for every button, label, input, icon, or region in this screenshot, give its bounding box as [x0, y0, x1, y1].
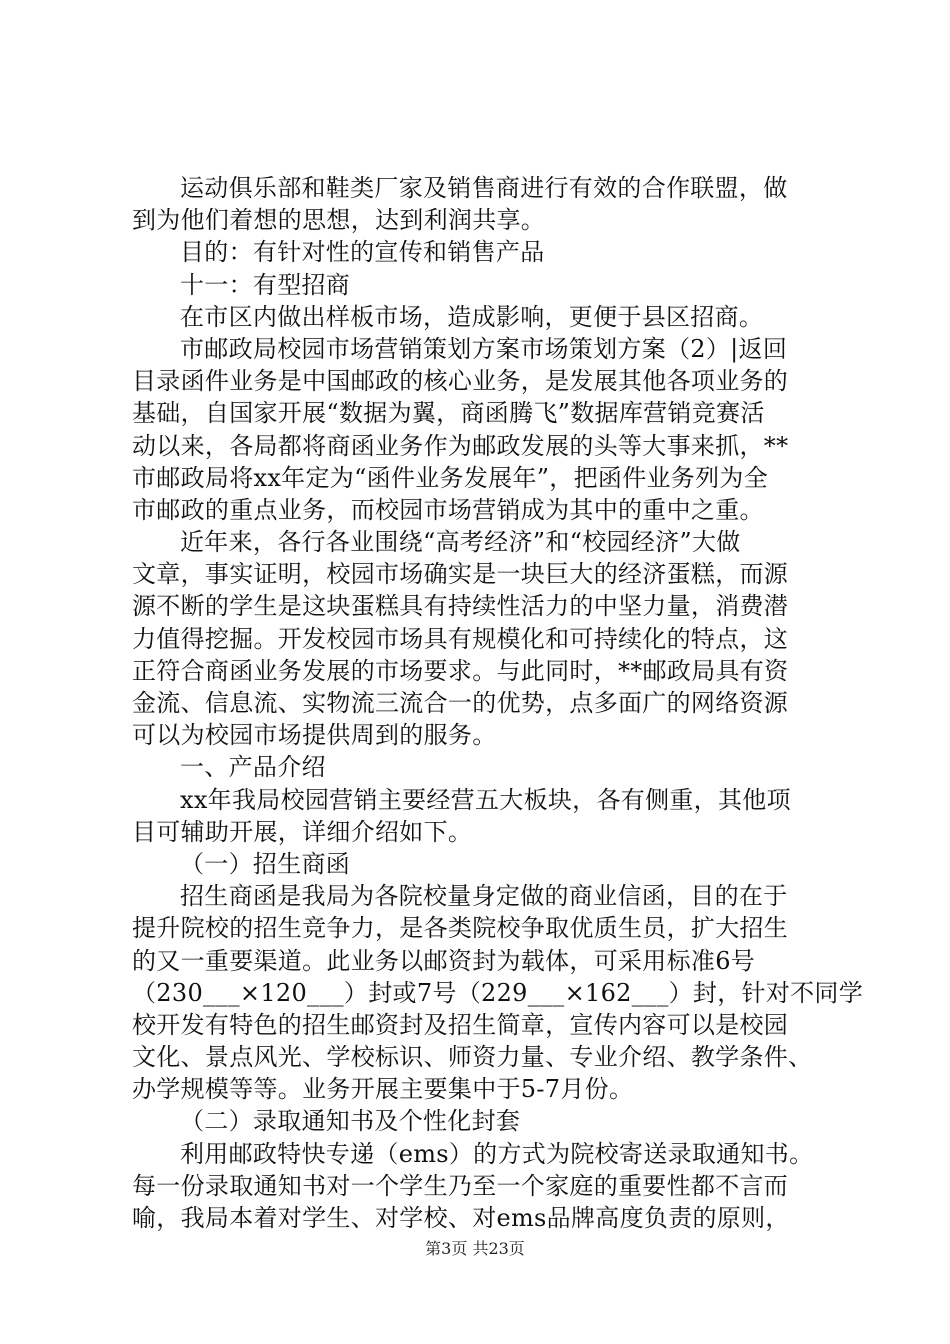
text-line: 目的：有针对性的宣传和销售产品 [180, 238, 545, 267]
text-line: 正符合商函业务发展的市场要求。与此同时，**邮政局具有资 [132, 656, 789, 685]
text-line: 提升院校的招生竞争力，是各类院校争取优质生员，扩大招生 [132, 914, 789, 943]
text-line: 办学规模等等。业务开展主要集中于5-7月份。 [132, 1075, 634, 1104]
subsection-heading: （一）招生商函 [180, 849, 351, 878]
text-line: 近年来，各行各业围绕“高考经济”和“校园经济”大做 [180, 528, 741, 557]
text-line: 利用邮政特快专递（ems）的方式为院校寄送录取通知书。 [180, 1139, 814, 1168]
subsection-heading: （二）录取通知书及个性化封套 [180, 1107, 521, 1136]
text-line: 到为他们着想的思想，达到利润共享。 [132, 206, 546, 235]
text-line: 文化、景点风光、学校标识、师资力量、专业介绍、教学条件、 [132, 1043, 813, 1072]
text-line: 运动俱乐部和鞋类厂家及销售商进行有效的合作联盟，做 [180, 174, 788, 202]
text-line: 在市区内做出样板市场，造成影响，更便于县区招商。 [180, 302, 764, 331]
text-line: 招生商函是我局为各院校量身定做的商业信函，目的在于 [180, 882, 788, 911]
text-line: 文章，事实证明，校园市场确实是一块巨大的经济蛋糕，而源 [132, 560, 789, 589]
text-line: 金流、信息流、实物流三流合一的优势，点多面广的网络资源 [132, 689, 789, 717]
text-line: 基础，自国家开展“数据为翼，商函腾飞”数据库营销竞赛活 [132, 399, 765, 428]
text-line: 市邮政局将xx年定为“函件业务发展年”，把函件业务列为全 [132, 463, 769, 492]
section-heading: 一、产品介绍 [180, 753, 326, 782]
document-body [132, 172, 864, 1234]
page-footer: 第3页 共23页 [425, 1239, 525, 1258]
text-line: 源不断的学生是这块蛋糕具有持续性活力的中坚力量，消费潜 [132, 592, 789, 621]
text-line: 每一份录取通知书对一个学生乃至一个家庭的重要性都不言而 [132, 1171, 789, 1200]
text-line: 市邮政局校园市场营销策划方案市场策划方案（2）|返回 [180, 334, 788, 363]
text-line: 十一：有型招商 [180, 270, 351, 299]
text-line: 目录函件业务是中国邮政的核心业务，是发展其他各项业务的 [132, 367, 789, 396]
text-line: 喻，我局本着对学生、对学校、对ems品牌高度负责的原则， [132, 1204, 790, 1232]
text-line: 市邮政的重点业务，而校园市场营销成为其中的重中之重。 [132, 495, 764, 524]
text-line: 目可辅助开展，详细介绍如下。 [132, 817, 473, 846]
text-line: 可以为校园市场提供周到的服务。 [132, 721, 497, 750]
text-line: 校开发有特色的招生邮资封及招生简章，宣传内容可以是校园 [132, 1010, 789, 1039]
text-line: （230___×120___）封或7号（229___×162___）封，针对不同学 [132, 978, 864, 1007]
text-line: xx年我局校园营销主要经营五大板块，各有侧重，其他项 [180, 785, 791, 814]
text-line: 的又一重要渠道。此业务以邮资封为载体，可采用标准6号 [132, 946, 756, 975]
text-line: 动以来，各局都将商函业务作为邮政发展的头等大事来抓，** [132, 431, 789, 460]
text-line: 力值得挖掘。开发校园市场具有规模化和可持续化的特点，这 [132, 624, 789, 653]
